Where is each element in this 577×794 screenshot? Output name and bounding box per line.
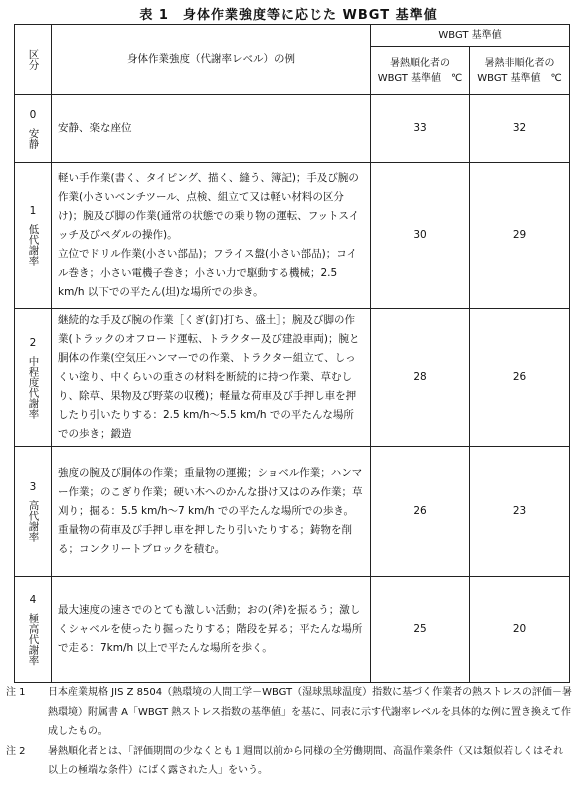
kubun-number: 0 bbox=[29, 108, 37, 121]
header-non-acclimatized bbox=[470, 47, 570, 95]
note-2 bbox=[6, 742, 572, 781]
wbgt-table bbox=[14, 24, 570, 683]
non-acclimatized-value: 32 bbox=[470, 95, 570, 163]
example-text: 最大速度の速さでのとても激しい活動；おの(斧)を振るう；激しくシャベルを使ったり掘ったりする；階段を昇る；平たんな場所で走る：7km/h 以上で平たんな場所を歩く。 bbox=[58, 604, 363, 654]
examples-cell bbox=[52, 577, 371, 683]
kubun-label: 中程度代謝率 bbox=[27, 355, 40, 419]
table-row bbox=[15, 163, 570, 309]
kubun-number: 3 bbox=[29, 481, 37, 493]
table-row bbox=[15, 95, 570, 163]
example-text: 立位でドリル作業(小さい部品)；フライス盤(小さい部品)；コイル巻き；小さい電機子巻き；小さい力で駆動する機械；2.5 km/h 以下での平たん(坦)な場所での歩き。 bbox=[58, 248, 357, 298]
example-text: 継続的な手及び腕の作業［くぎ(釘)打ち、盛土］；腕及び脚の作業(トラックのオフロード運転、トラクター及び建設車両)；腕と胴体の作業(空気圧ハンマーでの作業、トラクター組立て、しっくい塗り、中くらいの重さの材料を断続的に持つ作業、草むしり、除草、果物及び野菜の収穫)；軽量な荷車及び手押し車を押したり引いたりする：2.5 km/h～5.5 km/h での平たんな場所での歩き；鍛造 bbox=[58, 314, 360, 440]
non-acclimatized-value: 23 bbox=[470, 447, 570, 577]
table-title: 表 1 身体作業強度等に応じた WBGT 基準値 bbox=[139, 8, 438, 23]
header-kubun bbox=[15, 25, 52, 95]
acclimatized-value: 33 bbox=[371, 95, 470, 163]
kubun-label: 安静 bbox=[27, 127, 40, 149]
kubun-label: 低代謝率 bbox=[27, 224, 40, 266]
header-examples: 身体作業強度（代謝率レベル）の例 bbox=[52, 25, 371, 95]
kubun-number: 4 bbox=[29, 593, 37, 606]
note-text: 暑熱順化者とは、「評価期間の少なくとも１週間以前から同様の全労働期間、高温作業条件（又は類似若しくはそれ以上の極端な条件）にばく露された人」をいう。 bbox=[48, 745, 563, 776]
header-kubun-label: 区分 bbox=[27, 49, 40, 70]
note-label: 注 1 bbox=[6, 687, 26, 698]
kubun-number: 2 bbox=[29, 336, 37, 349]
kubun-label: 高代謝率 bbox=[27, 500, 40, 542]
table-row bbox=[15, 577, 570, 683]
acclimatized-value: 30 bbox=[371, 163, 470, 309]
header-acclimatized-line1: 暑熱順化者の bbox=[390, 57, 450, 69]
example-text: 安静、楽な座位 bbox=[58, 122, 132, 134]
kubun-cell bbox=[15, 95, 52, 163]
kubun-cell bbox=[15, 577, 52, 683]
acclimatized-value: 25 bbox=[371, 577, 470, 683]
kubun-cell bbox=[15, 447, 52, 577]
kubun-cell bbox=[15, 163, 52, 309]
header-row-1 bbox=[15, 25, 570, 47]
kubun-cell bbox=[15, 309, 52, 447]
table-row bbox=[15, 447, 570, 577]
header-non-acclimatized-line1: 暑熱非順化者の bbox=[484, 57, 555, 69]
header-non-acclimatized-line2: WBGT 基準値 ℃ bbox=[477, 72, 562, 84]
non-acclimatized-value: 26 bbox=[470, 309, 570, 447]
note-text: 日本産業規格 JIS Z 8504（熱環境の人間工学－WBGT（湿球黒球温度）指数に基づく作業者の熱ストレスの評価－暑熱環境）附属書 A「WBGT 熱ストレス指数の基準値」を基に、同表に示す代謝率レベルを具体的な例に置き換えて作成したもの。 bbox=[48, 687, 572, 737]
header-wbgt: WBGT 基準値 bbox=[371, 25, 570, 47]
non-acclimatized-value: 29 bbox=[470, 163, 570, 309]
kubun-number: 1 bbox=[29, 205, 37, 217]
header-acclimatized-line2: WBGT 基準値 ℃ bbox=[377, 72, 463, 84]
note-1 bbox=[6, 683, 572, 742]
example-text: 重量物の荷車及び手押し車を押したり引いたりする；鋳物を削る；コンクリートブロックを積む。 bbox=[58, 524, 352, 555]
acclimatized-value: 28 bbox=[371, 309, 470, 447]
notes bbox=[6, 683, 572, 781]
examples-cell bbox=[52, 95, 371, 163]
examples-cell bbox=[52, 163, 371, 309]
examples-cell bbox=[52, 447, 371, 577]
note-label: 注 2 bbox=[6, 745, 26, 757]
acclimatized-value: 26 bbox=[371, 447, 470, 577]
example-text: 軽い手作業(書く、タイピング、描く、縫う、簿記)；手及び腕の作業(小さいベンチツール、点検、組立て又は軽い材料の区分け)；腕及び脚の作業(通常の状態での乗り物の運転、フットスイッチ及びペダルの操作)。 bbox=[58, 172, 360, 241]
examples-cell bbox=[52, 309, 371, 447]
example-text: 強度の腕及び胴体の作業；重量物の運搬；ショベル作業；ハンマー作業；のこぎり作業；硬い木へのかんな掛け又はのみ作業；草刈り；掘る：5.5 km/h～7 km/h での平たんな場所での歩き。 bbox=[58, 467, 363, 517]
header-acclimatized bbox=[371, 47, 470, 95]
kubun-label: 極高代謝率 bbox=[27, 612, 40, 666]
non-acclimatized-value: 20 bbox=[470, 577, 570, 683]
table-row bbox=[15, 309, 570, 447]
